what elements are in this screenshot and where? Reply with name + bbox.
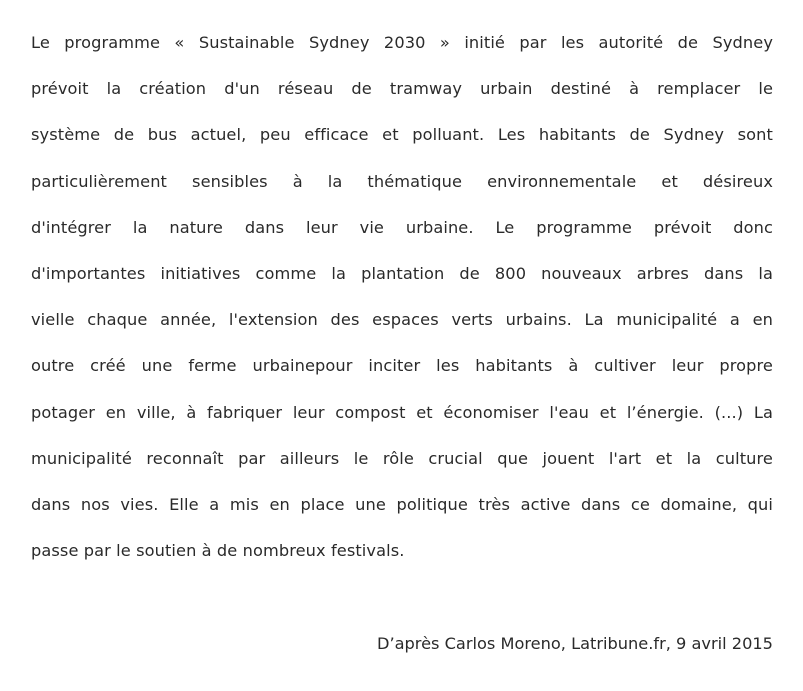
article-line: prévoit la création d'un réseau de tramway urbain destiné à remplacer le	[31, 79, 773, 99]
article-line: outre créé une ferme urbainepour inciter les habitants à cultiver leur propre	[31, 356, 773, 376]
article-line: système de bus actuel, peu efficace et polluant. Les habitants de Sydney sont	[31, 125, 773, 145]
source-citation: D’après Carlos Moreno, Latribune.fr, 9 avril 2015	[376, 634, 773, 653]
article-line: passe par le soutien à de nombreux festivals.	[31, 541, 405, 561]
article-line: vielle chaque année, l'extension des espaces verts urbains. La municipalité a en	[31, 310, 773, 330]
article-text	[31, 20, 773, 574]
article-line: d'intégrer la nature dans leur vie urbaine. Le programme prévoit donc	[31, 217, 773, 237]
article-line: d'importantes initiatives comme la plantation de 800 nouveaux arbres dans la	[31, 263, 773, 283]
article-line: potager en ville, à fabriquer leur compost et économiser l'eau et l’énergie. (...) La	[31, 402, 773, 422]
article-line: Le programme « Sustainable Sydney 2030 » initié par les autorité de Sydney	[31, 33, 773, 52]
article-line: dans nos vies. Elle a mis en place une politique très active dans ce domaine, qui	[31, 494, 773, 514]
article-line: particulièrement sensibles à la thématique environnementale et désireux	[31, 171, 773, 191]
article-line: municipalité reconnaît par ailleurs le rôle crucial que jouent l'art et la culture	[31, 448, 773, 468]
